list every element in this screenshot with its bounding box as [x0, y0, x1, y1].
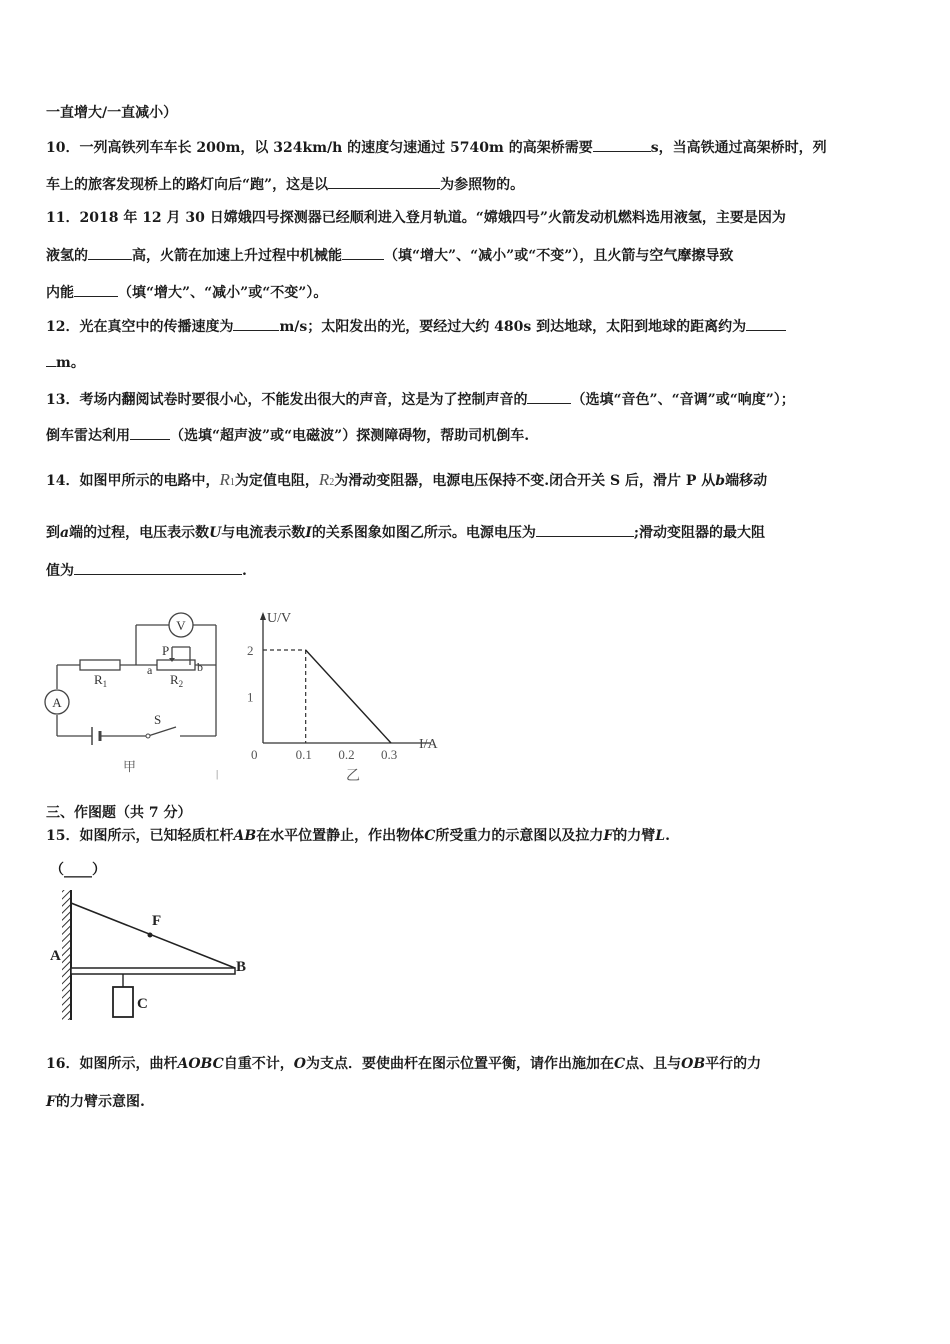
- question-11-line1: 11．2018 年 12 月 30 日嫦娥四号探测器已经顺利进入登月轨道。“嫦娥四号”火箭发动机燃料选用液氢，主要是因为: [46, 210, 786, 226]
- q16-text3: 为支点．要使曲杆在图示位置平衡，请作出施加在: [305, 1056, 614, 1072]
- q14-r2-sub: 2: [329, 477, 335, 488]
- ui-graph: [238, 600, 453, 790]
- q16-AOBC: AOBC: [177, 1056, 224, 1072]
- q13-blank1[interactable]: [527, 389, 571, 404]
- resistor-r2: [157, 660, 195, 670]
- label-f: F: [152, 913, 162, 929]
- q13-text4: （选填“超声波”或“电磁波”）探测障碍物，帮助司机倒车.: [170, 428, 530, 444]
- q14-text8: 的关系图象如图乙所示。电源电压为: [311, 525, 536, 541]
- q13-text2: （选填“音色”、“音调”或“响度”）；: [571, 392, 795, 408]
- q16-O: O: [293, 1056, 306, 1072]
- question-13-line2: [46, 425, 904, 446]
- q15-C: C: [424, 828, 436, 844]
- x-tick-label: 0.1: [295, 747, 312, 762]
- q14-text1: 14．如图甲所示的电路中，: [46, 473, 220, 489]
- force-point: [148, 933, 153, 938]
- x-axis-label: I/A: [419, 737, 438, 752]
- y-tick-label: 2: [247, 643, 254, 658]
- label-b: B: [236, 959, 247, 975]
- q16-text6: 的力臂示意图.: [55, 1094, 145, 1110]
- q11-blank2[interactable]: [342, 245, 384, 260]
- q14-a: a: [60, 525, 70, 541]
- q14-text3: 为滑动变阻器，电源电压保持不变.闭合开关 S 后，滑片 P 从: [334, 473, 716, 489]
- circuit-caption: 甲: [123, 759, 137, 774]
- q12-text1: 12．光在真空中的传播速度为: [46, 319, 234, 335]
- slider-label: P: [162, 643, 170, 658]
- q14-text2: 为定值电阻，: [234, 473, 319, 489]
- r2-label: $R_2$: [170, 672, 184, 689]
- q14-text9: ;滑动变阻器的最大阻: [633, 525, 766, 541]
- q14-text10: 值为: [46, 563, 74, 579]
- q11-text2: 液氢的: [46, 248, 88, 264]
- question-11-line3: [46, 282, 904, 303]
- end-a-label: a: [147, 663, 153, 677]
- q11-blank1[interactable]: [88, 245, 132, 260]
- q16-text1: 16．如图所示，曲杆: [46, 1056, 178, 1072]
- q11-text4: （填“增大”、“减小”或“不变”），且火箭与空气摩擦导致: [384, 248, 734, 264]
- q13-text3: 倒车雷达利用: [46, 428, 130, 444]
- q15-AB: AB: [233, 828, 257, 844]
- q12-text3: m。: [56, 355, 85, 371]
- question-16-line2: [46, 1092, 904, 1112]
- q14-U: U: [209, 525, 222, 541]
- q14-text7: 与电流表示数: [221, 525, 306, 541]
- question-16-line1: [46, 1054, 904, 1074]
- q14-text6: 端的过程，电压表示数: [69, 525, 210, 541]
- label-c: C: [137, 996, 148, 1012]
- end-b-label: b: [197, 660, 203, 674]
- q14-r2-letter: R: [318, 470, 330, 489]
- q14-r2: [319, 470, 334, 489]
- question-15-line1: [46, 826, 904, 846]
- stray-mark: |: [216, 768, 219, 780]
- q12-blank1[interactable]: [233, 316, 279, 331]
- question-11-line2: [46, 245, 904, 266]
- q11-text5: 内能: [46, 285, 74, 301]
- q14-r1: [219, 470, 234, 489]
- q10-text2: s，当高铁通过高架桥时，列: [650, 140, 827, 156]
- x-tick-label: 0.3: [381, 747, 398, 762]
- q10-text4: 为参照物的。: [440, 177, 525, 193]
- q13-text1: 13．考场内翻阅试卷时要很小心，不能发出很大的声音，这是为了控制声音的: [46, 392, 528, 408]
- q14-text11: .: [242, 563, 247, 579]
- y-axis-label: U/V: [267, 611, 292, 626]
- q14-b: b: [715, 473, 726, 489]
- resistor-r1: [80, 660, 120, 670]
- q12-blank2[interactable]: [746, 316, 786, 331]
- question-10-line2: [46, 174, 904, 195]
- question-14-line1: [46, 470, 904, 493]
- q16-text5: 平行的力: [705, 1056, 762, 1072]
- graph-caption: 乙: [346, 769, 360, 784]
- series-line: [306, 650, 391, 743]
- q15-text5: .: [665, 828, 671, 844]
- q16-C: C: [613, 1056, 626, 1072]
- q11-text6: （填“增大”、“减小”或“不变”）。: [118, 285, 328, 301]
- x-tick-label: 0.2: [338, 747, 355, 762]
- q16-OB: OB: [681, 1056, 706, 1072]
- switch-label: S: [154, 712, 162, 727]
- q12-blank2-cont[interactable]: [46, 352, 56, 367]
- y-axis-arrow-icon: [260, 612, 266, 620]
- q12-text2: m/s；太阳发出的光，要经过大约 480s 到达地球，太阳到地球的距离约为: [279, 319, 747, 335]
- wall-hatching: [62, 890, 71, 1020]
- ammeter-label: A: [52, 695, 62, 710]
- q10-blank1[interactable]: [593, 137, 651, 152]
- question-12-line1: [46, 316, 904, 337]
- q10-blank2[interactable]: [328, 174, 440, 189]
- q10-text3: 车上的旅客发现桥上的路灯向后“跑”，这是以: [46, 177, 329, 193]
- weight-block: [113, 987, 133, 1017]
- label-a: A: [50, 948, 61, 964]
- q15-F: F: [603, 828, 614, 844]
- question-14-line2: [46, 522, 904, 543]
- q14-blank1[interactable]: [536, 522, 634, 537]
- q10-text1: 10．一列高铁列车车长 200m，以 324km/h 的速度匀速通过 5740m 的高架桥需要: [46, 140, 593, 156]
- q14-r1-sub: 1: [229, 477, 235, 488]
- question-12-line2: [46, 352, 904, 373]
- x-tick-label: 0: [251, 747, 258, 762]
- switch-pivot: [146, 734, 150, 738]
- top-fragment: 一直增大/一直减小）: [46, 105, 178, 121]
- lever-diagram: [40, 885, 260, 1025]
- q15-text1: 15．如图所示，已知轻质杠杆: [46, 828, 234, 844]
- q15-text3: 所受重力的示意图以及拉力: [435, 828, 604, 844]
- circuit-diagram: [40, 605, 240, 785]
- q14-text5: 到: [46, 525, 60, 541]
- q14-r1-letter: R: [219, 470, 230, 489]
- q13-blank2[interactable]: [130, 425, 170, 440]
- section-3-heading: 三、作图题（共 7 分）: [46, 805, 192, 821]
- q11-blank3[interactable]: [74, 282, 118, 297]
- r1-label: $R_1$: [94, 672, 108, 689]
- q14-blank2[interactable]: [74, 560, 242, 575]
- q16-F: F: [46, 1094, 56, 1110]
- y-tick-label: 1: [247, 689, 254, 705]
- q14-I: I: [305, 525, 312, 541]
- question-10-line1: [46, 137, 904, 158]
- q15-text4: 的力臂: [613, 828, 656, 844]
- q14-text4: 端移动: [725, 473, 768, 489]
- voltmeter-label: V: [176, 618, 186, 633]
- q15-answer-slot[interactable]: （____）: [50, 862, 106, 878]
- q15-L: L: [655, 828, 666, 844]
- q16-text4: 点、且与: [625, 1056, 682, 1072]
- q16-text2: 自重不计，: [223, 1056, 294, 1072]
- lever-bar: [71, 968, 235, 974]
- question-14-line3: [46, 560, 904, 581]
- q15-text2: 在水平位置静止，作出物体: [256, 828, 425, 844]
- q11-text3: 高，火箭在加速上升过程中机械能: [132, 248, 342, 264]
- question-13-line1: [46, 389, 904, 410]
